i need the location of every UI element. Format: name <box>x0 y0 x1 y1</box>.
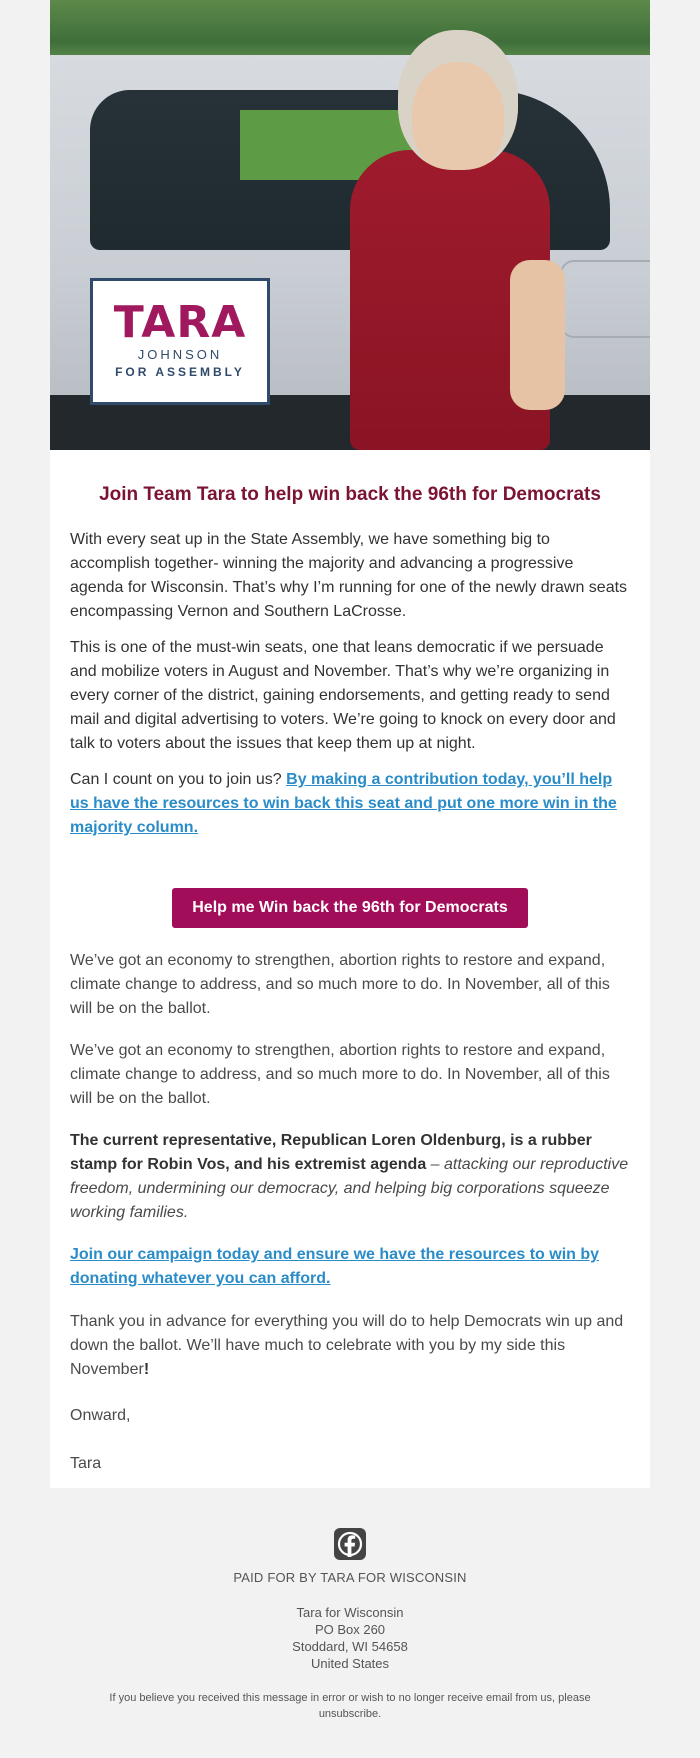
paragraph-economy: We’ve got an economy to strengthen, abortion rights to restore and expand, climate change to address, and so much more to do. In November, all of this will be on the ballot. <box>70 952 610 1017</box>
paragraph-economy-repeat: We’ve got an economy to strengthen, abortion rights to restore and expand, climate change to address, and so much more to do. In November, all of this will be on the ballot. <box>70 1042 610 1107</box>
paid-for-disclaimer: PAID FOR BY TARA FOR WISCONSIN <box>233 1570 467 1585</box>
unsubscribe-notice[interactable]: If you believe you received this message in error or wish to no longer receive email from us, please unsubscribe. <box>109 1692 591 1720</box>
paragraph-opponent <box>70 1129 630 1225</box>
sign-for-assembly: FOR ASSEMBLY <box>115 365 245 379</box>
headline: Join Team Tara to help win back the 96th for Democrats <box>99 484 601 505</box>
address-line: PO Box 260 <box>314 1622 386 1637</box>
candidate-head <box>398 30 518 170</box>
facebook-icon[interactable] <box>334 1528 366 1560</box>
opponent-bold-text: The current representative, Republican Loren Oldenburg, is a rubber stamp for Robin Vos, and his extremist agenda <box>70 1132 592 1173</box>
address-line: Tara for Wisconsin <box>296 1605 404 1620</box>
paragraph-must-win: This is one of the must-win seats, one that leans democratic if we persuade and mobilize voters in August and November. That’s why we’re organizing in every corner of the district, gaining endorsements, and getting ready to send mail and digital advertising to voters. We’re going to knock on every door and talk to voters about the issues that keep them up at night. <box>70 639 616 752</box>
closing-line: Onward, <box>70 1407 131 1424</box>
paragraph-join <box>70 1243 630 1291</box>
paragraph-intro: With every seat up in the State Assembly, we have something big to accomplish together- winning the majority and advancing a progressive agenda for Wisconsin. That’s why I’m running for one of the newly drawn seats encompassing Vernon and Southern LaCrosse. <box>70 531 628 620</box>
candidate-figure <box>340 20 580 450</box>
address-line: Stoddard, WI 54658 <box>292 1639 408 1654</box>
contribution-link[interactable]: By making a contribution today, you’ll help us have the resources to win back this seat and put one more win in the majority column. <box>70 771 617 836</box>
signature: Tara <box>70 1455 102 1472</box>
candidate-arm <box>510 260 565 410</box>
sign-last-name: JOHNSON <box>137 347 223 362</box>
opponent-italic-text: – attacking our reproductive freedom, undermining our democracy, and helping big corporations squeeze working families. <box>70 1156 629 1221</box>
sign-first-name: TARA <box>113 297 247 348</box>
mailing-address <box>0 1604 700 1672</box>
hero-photo <box>50 0 650 450</box>
thanks-exclamation: ! <box>143 1361 150 1378</box>
email-footer <box>0 1488 700 1758</box>
thanks-text: Thank you in advance for everything you will do to help Democrats win up and down the ballot. We’ll have much to celebrate with you by my side this November <box>70 1313 624 1378</box>
address-line: United States <box>310 1656 390 1671</box>
campaign-sign <box>90 278 270 405</box>
email-card <box>50 0 650 1488</box>
ask-lead-text: Can I count on you to join us? <box>70 771 287 788</box>
donate-button[interactable]: Help me Win back the 96th for Democrats <box>172 888 528 928</box>
paragraph-thanks <box>70 1310 630 1382</box>
join-campaign-link[interactable]: Join our campaign today and ensure we have the resources to win by donating whatever you can afford. <box>70 1246 600 1287</box>
paragraph-ask <box>70 768 630 840</box>
facebook-glyph <box>334 1528 366 1560</box>
